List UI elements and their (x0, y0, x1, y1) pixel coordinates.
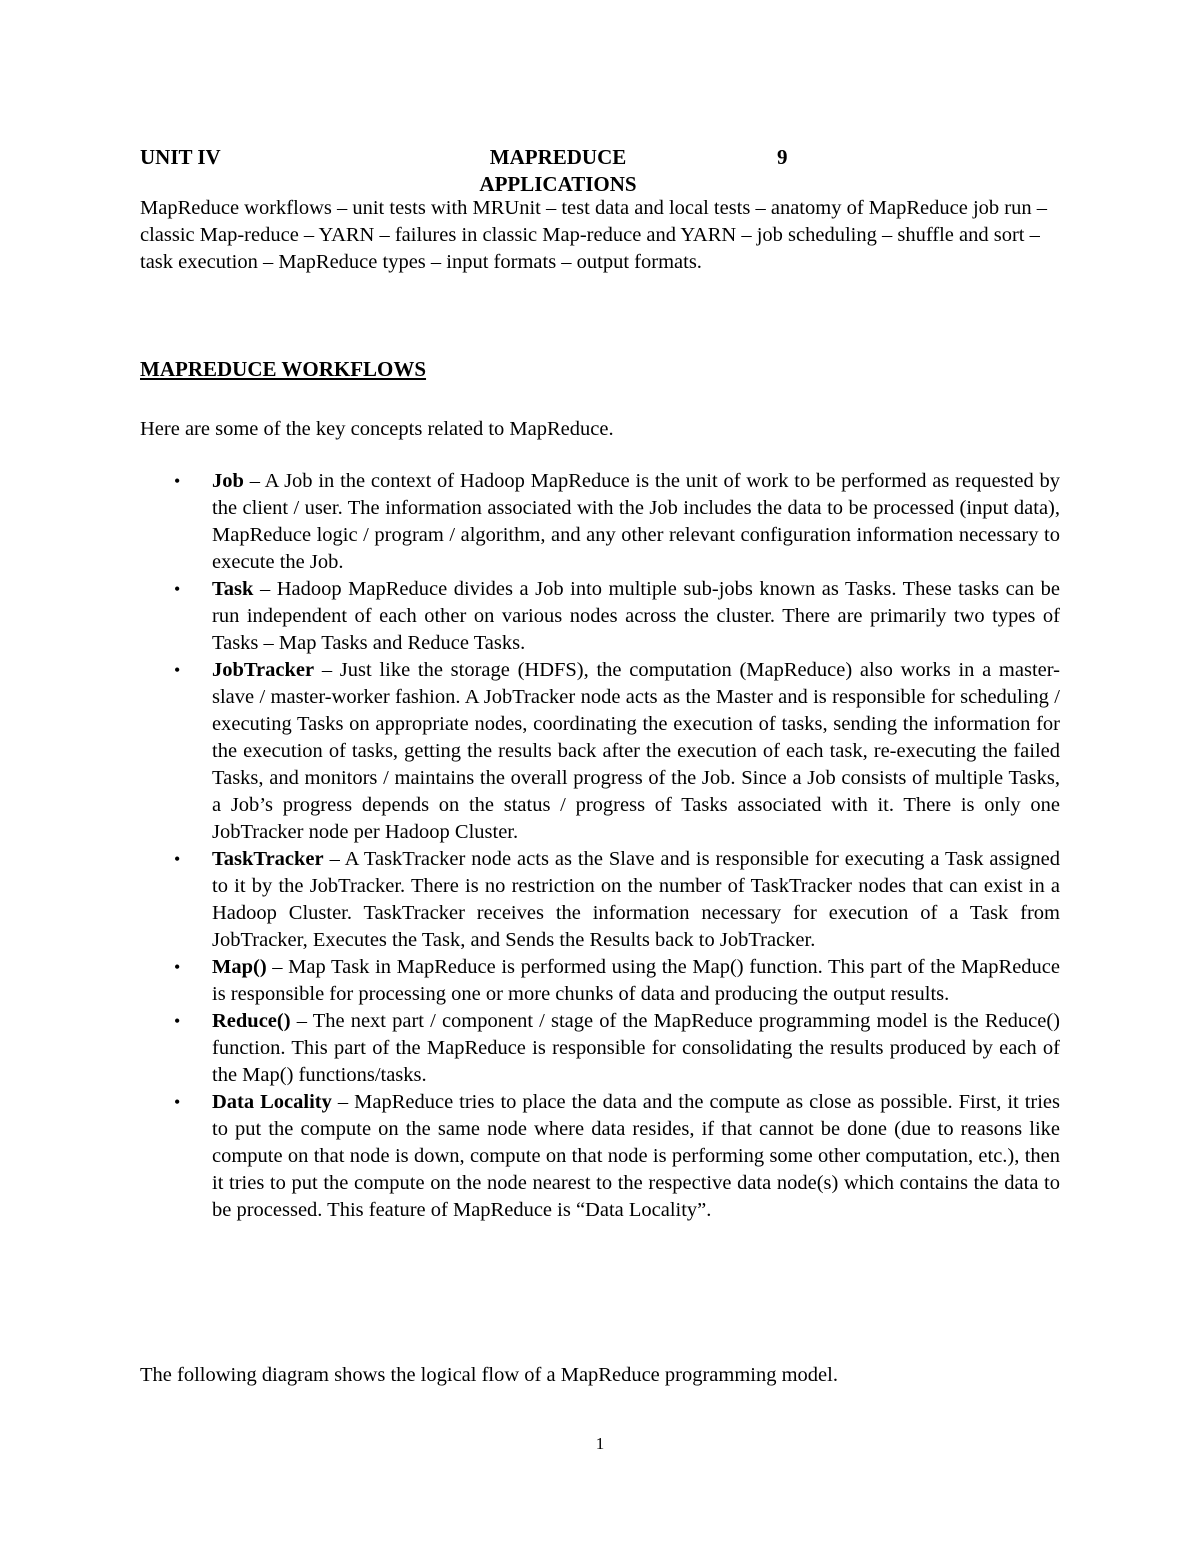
bullet-icon: • (174, 1011, 181, 1031)
concept-text: – Just like the storage (HDFS), the computation (MapReduce) also works in a master-slave / master-worker fashion. A JobTracker node acts as the Master and is responsible for scheduling / executing Tasks on appropriate nodes, coordinating the execution of tasks, sending the information for the execution of tasks, getting the results back after the execution of each task, re-executing the failed Tasks, and monitors / maintains the overall progress of the Job. Since a Job consists of multiple Tasks, a Job’s progress depends on the status / progress of Tasks associated with it. There is only one JobTracker node per Hadoop Cluster. (212, 659, 1060, 843)
concept-term: JobTracker (212, 659, 315, 681)
concept-item-tasktracker (140, 846, 1060, 954)
concept-item-task (140, 576, 1060, 657)
bullet-icon: • (174, 471, 181, 491)
closing-paragraph: The following diagram shows the logical flow of a MapReduce programming model. (140, 1364, 838, 1386)
concept-text: – The next part / component / stage of the MapReduce programming model is the Reduce() function. This part of the MapReduce is responsible for consolidating the results produced by each of the Map() functions/tasks. (212, 1010, 1060, 1086)
bullet-icon: • (174, 1092, 181, 1112)
concept-term: Reduce() (212, 1010, 291, 1032)
concept-text: – Hadoop MapReduce divides a Job into multiple sub-jobs known as Tasks. These tasks can be run independent of each other on various nodes across the cluster. There are primarily two types of Tasks – Map Tasks and Reduce Tasks. (212, 578, 1060, 654)
concept-term: Job (212, 470, 244, 492)
unit-title-line-2: APPLICATIONS (479, 172, 637, 196)
concept-item-reduce (140, 1008, 1060, 1089)
bullet-icon: • (174, 579, 181, 599)
bullet-icon: • (174, 957, 181, 977)
concept-term: Task (212, 578, 254, 600)
intro-paragraph: Here are some of the key concepts related to MapReduce. (140, 418, 614, 440)
unit-title (458, 144, 658, 198)
unit-hours: 9 (777, 145, 788, 169)
concept-list (140, 468, 1060, 1224)
section-heading: MAPREDUCE WORKFLOWS (140, 357, 427, 381)
page-number: 1 (595, 1434, 605, 1453)
unit-label: UNIT IV (140, 145, 221, 169)
bullet-icon: • (174, 660, 181, 680)
concept-text: – MapReduce tries to place the data and the compute as close as possible. First, it tries to put the compute on the same node where data resides, if that cannot be done (due to reasons like compute on that node is down, compute on that node is performing some other computation, etc.), then it tries to put the compute on the node nearest to the respective data node(s) which contains the data to be processed. This feature of MapReduce is “Data Locality”. (212, 1091, 1061, 1221)
concept-text: – A TaskTracker node acts as the Slave and is responsible for executing a Task assigned to it by the JobTracker. There is no restriction on the number of TaskTracker nodes that can exist in a Hadoop Cluster. TaskTracker receives the information necessary for execution of a Task from JobTracker, Executes the Task, and Sends the Results back to JobTracker. (212, 848, 1060, 951)
concept-item-map (140, 954, 1060, 1008)
concept-item-job (140, 468, 1060, 576)
syllabus-topics: MapReduce workflows – unit tests with MRUnit – test data and local tests – anatomy of MapReduce job run – classic Map-reduce – YARN – failures in classic Map-reduce and YARN – job scheduling – shuffle and sort – task execution – MapReduce types – input formats – output formats. (140, 197, 1047, 273)
bullet-icon: • (174, 849, 181, 869)
concept-term: Data Locality (212, 1091, 332, 1113)
concept-text: – Map Task in MapReduce is performed using the Map() function. This part of the MapReduce is responsible for processing one or more chunks of data and producing the output results. (212, 956, 1060, 1005)
unit-title-line-1: MAPREDUCE (489, 145, 627, 169)
concept-item-data-locality (140, 1089, 1060, 1224)
concept-term: Map() (212, 956, 267, 978)
concept-term: TaskTracker (212, 848, 324, 870)
concept-text: – A Job in the context of Hadoop MapReduce is the unit of work to be performed as requested by the client / user. The information associated with the Job includes the data to be processed (input data), MapReduce logic / program / algorithm, and any other relevant configuration information necessary to execute the Job. (212, 470, 1060, 573)
concept-item-jobtracker (140, 657, 1060, 846)
